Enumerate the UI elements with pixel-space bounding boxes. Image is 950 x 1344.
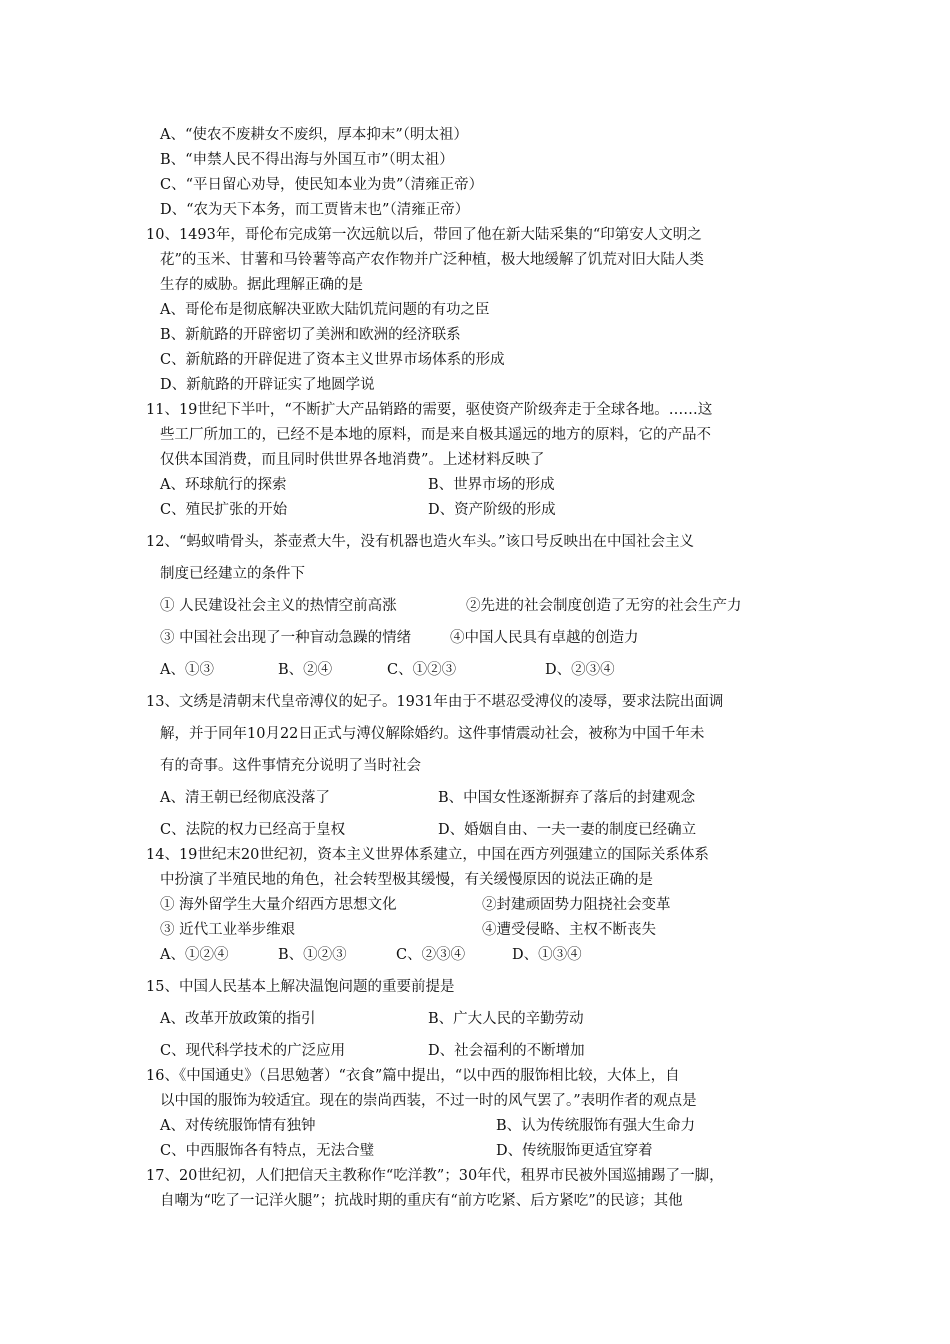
q9-option-a: A、“使农不废耕女不废织，厚本抑末”（明太祖） [160,127,469,143]
q12-option-d: D、②③④ [545,662,615,678]
q14-stem-line2: 中扮演了半殖民地的角色，社会转型极其缓慢，有关缓慢原因的说法正确的是 [160,872,653,888]
q10-option-a: A、哥伦布是彻底解决亚欧大陆饥荒问题的有功之臣 [160,302,490,318]
q12-stem-line2: 制度已经建立的条件下 [160,566,305,582]
q16-option-c: C、中西服饰各有特点，无法合璧 [160,1143,375,1159]
q10-option-b: B、新航路的开辟密切了美洲和欧洲的经济联系 [160,327,461,343]
q16-option-b: B、认为传统服饰有强大生命力 [496,1118,696,1134]
q17-stem-line1: 17、20世纪初，人们把信天主教称作“吃洋教”；30年代，租界市民被外国巡捕踢了一脚， [146,1168,724,1184]
q13-stem-line3: 有的奇事。这件事情充分说明了当时社会 [160,758,421,774]
q12-option-a: A、①③ [160,662,214,678]
q17-stem-line2: 自嘲为“吃了一记洋火腿”；抗战时期的重庆有“前方吃紧、后方紧吃”的民谚；其他 [160,1193,683,1209]
q12-stem-line1: 12、“蚂蚁啃骨头，茶壶煮大牛，没有机器也造火车头。”该口号反映出在中国社会主义 [146,534,695,550]
q11-stem-line3: 仅供本国消费，而且同时供世界各地消费”。上述材料反映了 [160,452,545,468]
q14-option-b: B、①②③ [278,947,347,963]
q14-statement-1: ① 海外留学生大量介绍西方思想文化 [160,897,397,913]
q14-statement-4: ④遭受侵略、主权不断丧失 [482,922,656,938]
q16-option-d: D、传统服饰更适宜穿着 [496,1143,653,1159]
q10-option-c: C、新航路的开辟促进了资本主义世界市场体系的形成 [160,352,505,368]
q14-stem-line1: 14、19世纪末20世纪初，资本主义世界体系建立，中国在西方列强建立的国际关系体系 [146,847,709,863]
q12-option-b: B、②④ [278,662,333,678]
q9-option-d: D、“农为天下本务，而工贾皆末也”（清雍正帝） [160,202,470,218]
q16-stem-line2: 以中国的服饰为较适宜。现在的崇尚西装，不过一时的风气罢了。”表明作者的观点是 [160,1093,697,1109]
q16-stem-line1: 16、《中国通史》（吕思勉著）“衣食”篇中提出，“以中西的服饰相比较，大体上，自 [146,1068,680,1084]
q15-option-b: B、广大人民的辛勤劳动 [428,1011,584,1027]
q14-statement-3: ③ 近代工业举步维艰 [160,922,296,938]
q13-stem-line2: 解，并于同年10月22日正式与溥仪解除婚约。这件事情震动社会，被称为中国千年未 [160,726,705,742]
q13-option-b: B、中国女性逐渐摒弃了落后的封建观念 [438,790,696,806]
q12-option-c: C、①②③ [387,662,457,678]
q14-option-a: A、①②④ [160,947,229,963]
q10-stem-line2: 花”的玉米、甘薯和马铃薯等高产农作物并广泛种植，极大地缓解了饥荒对旧大陆人类 [160,252,704,268]
q11-option-c: C、殖民扩张的开始 [160,502,288,518]
q11-option-b: B、世界市场的形成 [428,477,555,493]
q10-option-d: D、新航路的开辟证实了地圆学说 [160,377,375,393]
q13-option-a: A、清王朝已经彻底没落了 [160,790,330,806]
q12-statement-4: ④中国人民具有卓越的创造力 [450,630,639,646]
q14-option-d: D、①③④ [512,947,582,963]
q11-option-a: A、环球航行的探索 [160,477,287,493]
q15-stem-line1: 15、中国人民基本上解决温饱问题的重要前提是 [146,979,455,995]
q12-statement-1: ① 人民建设社会主义的热情空前高涨 [160,598,397,614]
q11-stem-line1: 11、19世纪下半叶，“不断扩大产品销路的需要，驱使资产阶级奔走于全球各地。……这 [146,402,713,418]
q9-option-b: B、“申禁人民不得出海与外国互市”（明太祖） [160,152,454,168]
q10-stem-line3: 生存的威胁。据此理解正确的是 [160,277,363,293]
q13-option-c: C、法院的权力已经高于皇权 [160,822,346,838]
q10-stem-line1: 10、1493年，哥伦布完成第一次远航以后，带回了他在新大陆采集的“印第安人文明之 [146,227,702,243]
q9-option-c: C、“平日留心劝导，使民知本业为贵”（清雍正帝） [160,177,484,193]
q13-stem-line1: 13、文绣是清朝末代皇帝溥仪的妃子。1931年由于不堪忍受溥仪的凌辱，要求法院出面调 [146,694,724,710]
q11-stem-line2: 些工厂所加工的，已经不是本地的原料，而是来自极其遥远的地方的原料，它的产品不 [160,427,711,443]
q11-option-d: D、资产阶级的形成 [428,502,556,518]
q14-statement-2: ②封建顽固势力阻挠社会变革 [482,897,671,913]
q16-option-a: A、对传统服饰情有独钟 [160,1118,316,1134]
q12-statement-2: ②先进的社会制度创造了无穷的社会生产力 [466,598,742,614]
q15-option-d: D、社会福利的不断增加 [428,1043,585,1059]
q15-option-c: C、现代科学技术的广泛应用 [160,1043,346,1059]
q15-option-a: A、改革开放政策的指引 [160,1011,316,1027]
q14-option-c: C、②③④ [396,947,466,963]
q12-statement-3: ③ 中国社会出现了一种盲动急躁的情绪 [160,630,412,646]
q13-option-d: D、婚姻自由、一夫一妻的制度已经确立 [438,822,697,838]
